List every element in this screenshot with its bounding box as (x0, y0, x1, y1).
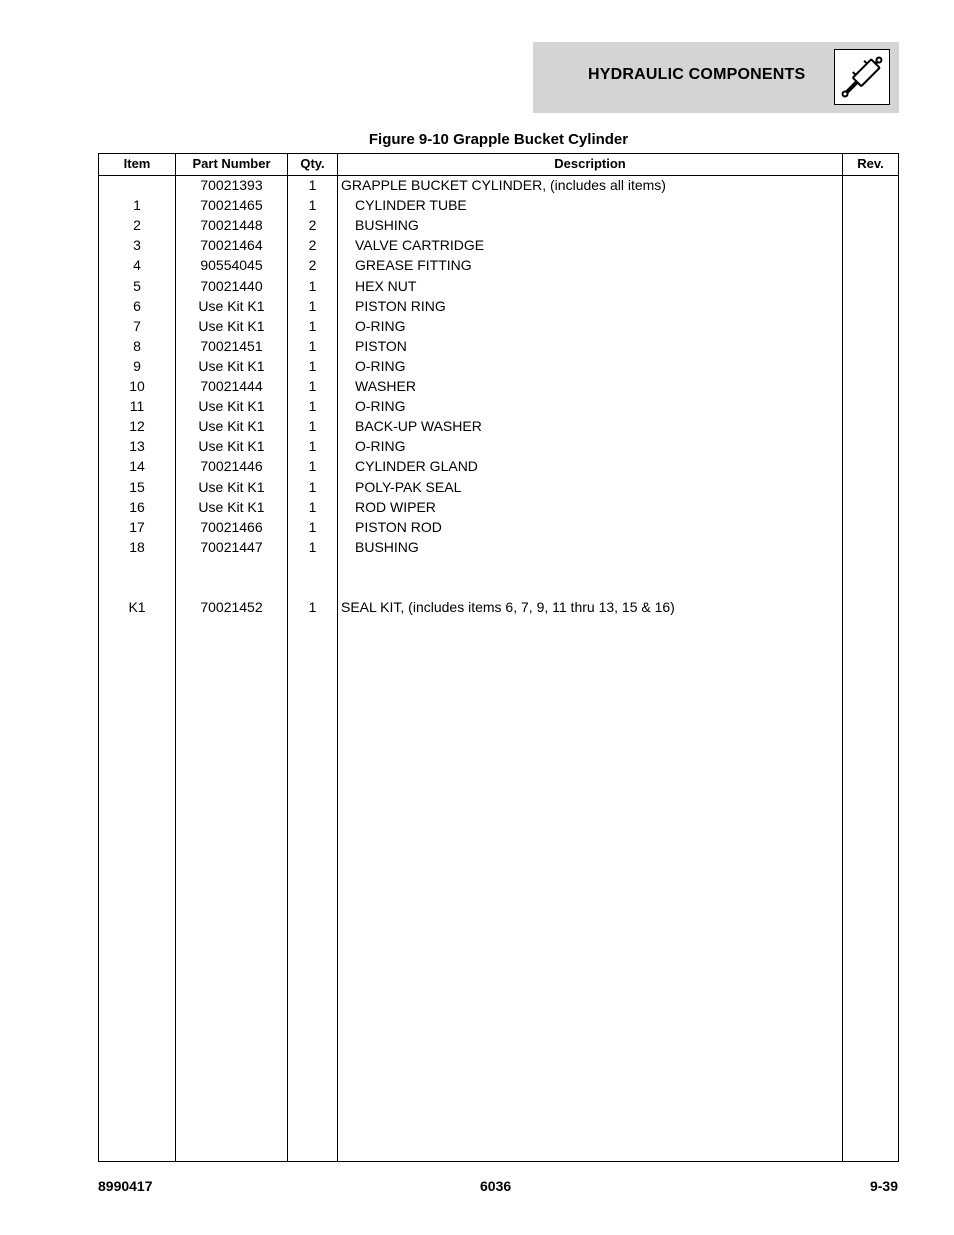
part-number-cell: 70021446 (200, 458, 263, 475)
qty-cell: 1 (308, 177, 317, 193)
table-row (99, 237, 898, 257)
qty-cell: 1 (308, 599, 317, 616)
item-cell: 3 (133, 237, 141, 254)
item-cell: 2 (133, 217, 141, 234)
item-cell: K1 (128, 599, 146, 616)
description-cell: O-RING (355, 438, 406, 455)
qty-cell: 1 (308, 538, 317, 555)
part-number-cell: Use Kit K1 (198, 357, 265, 374)
description-cell: VALVE CARTRIDGE (355, 237, 485, 254)
qty-cell: 2 (308, 257, 317, 274)
description-cell: PISTON (355, 337, 407, 354)
part-number-cell: 70021444 (200, 378, 263, 394)
qty-cell: 1 (308, 357, 317, 374)
item-cell: 15 (129, 478, 145, 495)
description-cell: HEX NUT (355, 277, 417, 294)
qty-cell: 1 (308, 337, 317, 354)
part-number-cell: 70021465 (200, 197, 263, 214)
description-cell: CYLINDER TUBE (355, 197, 467, 214)
table-row (99, 479, 898, 499)
column-header-rev: Rev. (857, 156, 884, 171)
table-row (99, 197, 898, 217)
description-cell: BUSHING (355, 217, 419, 234)
qty-cell: 1 (308, 197, 317, 214)
table-row (99, 217, 898, 237)
table-row (99, 438, 898, 458)
qty-cell: 1 (308, 297, 317, 314)
part-number-cell: Use Kit K1 (198, 398, 265, 415)
part-number-cell: 70021447 (200, 538, 263, 555)
item-cell: 5 (133, 277, 141, 294)
description-cell: ROD WIPER (355, 498, 436, 515)
table-row (99, 358, 898, 378)
hydraulic-cylinder-icon-graphic (835, 50, 889, 104)
description-cell: BACK-UP WASHER (355, 418, 482, 435)
item-cell: 9 (133, 357, 141, 374)
part-number-cell: Use Kit K1 (198, 317, 265, 334)
description-cell: WASHER (355, 378, 416, 394)
qty-cell: 1 (308, 378, 317, 394)
part-number-cell: Use Kit K1 (198, 418, 265, 435)
part-number-cell: 70021393 (200, 177, 263, 193)
qty-cell: 1 (308, 518, 317, 535)
qty-cell: 1 (308, 398, 317, 415)
table-row (99, 257, 898, 277)
qty-cell: 1 (308, 277, 317, 294)
item-cell: 18 (129, 538, 145, 555)
qty-cell: 1 (308, 498, 317, 515)
qty-cell: 2 (308, 237, 317, 254)
qty-cell: 1 (308, 478, 317, 495)
description-cell: SEAL KIT, (includes items 6, 7, 9, 11 thru 13, 15 & 16) (341, 599, 675, 616)
qty-cell: 1 (308, 458, 317, 475)
figure-title: Figure 9-10 Grapple Bucket Cylinder (368, 131, 629, 148)
item-cell: 16 (129, 498, 145, 515)
table-row (99, 579, 898, 599)
table-row (99, 559, 898, 579)
item-cell: 12 (129, 418, 145, 435)
column-header-description: Description (554, 156, 626, 171)
table-row (99, 539, 898, 559)
part-number-cell: 70021451 (200, 337, 263, 354)
table-row (99, 458, 898, 478)
table-row (99, 298, 898, 318)
part-number-cell: Use Kit K1 (198, 297, 265, 314)
footer-model-number: 6036 (480, 1178, 512, 1194)
table-row (99, 398, 898, 418)
part-number-cell: Use Kit K1 (198, 478, 265, 495)
part-number-cell: Use Kit K1 (198, 498, 265, 515)
part-number-cell: 70021452 (200, 599, 263, 616)
footer-page-number: 9-39 (869, 1178, 898, 1194)
description-cell: PISTON ROD (355, 518, 442, 535)
section-title: HYDRAULIC COMPONENTS (588, 66, 806, 83)
description-cell: CYLINDER GLAND (355, 458, 478, 475)
table-row (99, 378, 898, 398)
header-divider (99, 175, 898, 176)
description-cell: O-RING (355, 398, 406, 415)
item-cell: 11 (129, 398, 145, 415)
table-row (99, 338, 898, 358)
qty-cell: 1 (308, 418, 317, 435)
part-number-cell: 70021466 (200, 518, 263, 535)
qty-cell: 2 (308, 217, 317, 234)
parts-table (98, 153, 899, 1162)
item-cell: 13 (129, 438, 145, 455)
table-row (99, 599, 898, 619)
column-header-qty: Qty. (300, 156, 325, 171)
description-cell: GREASE FITTING (355, 257, 472, 274)
item-cell: 7 (133, 317, 141, 334)
table-row (99, 318, 898, 338)
section-tab (533, 42, 899, 113)
qty-cell: 1 (308, 438, 317, 455)
item-cell: 10 (129, 378, 145, 394)
item-cell: 1 (133, 197, 141, 214)
hydraulic-cylinder-icon (834, 49, 890, 105)
part-number-cell: 70021440 (200, 277, 263, 294)
item-cell: 17 (129, 518, 145, 535)
column-header-item: Item (123, 156, 151, 171)
part-number-cell: 70021464 (200, 237, 263, 254)
table-row (99, 278, 898, 298)
item-cell: 8 (133, 337, 141, 354)
description-cell: POLY-PAK SEAL (355, 478, 462, 495)
description-cell: PISTON RING (355, 297, 446, 314)
table-row (99, 418, 898, 438)
item-cell: 4 (133, 257, 141, 274)
part-number-cell: 70021448 (200, 217, 263, 234)
item-cell: 6 (133, 297, 141, 314)
part-number-cell: 90554045 (200, 257, 263, 274)
table-row (99, 519, 898, 539)
qty-cell: 1 (308, 317, 317, 334)
table-row (99, 499, 898, 519)
description-cell: GRAPPLE BUCKET CYLINDER, (includes all items) (341, 177, 666, 193)
description-cell: O-RING (355, 357, 406, 374)
footer-document-number: 8990417 (98, 1178, 153, 1194)
part-number-cell: Use Kit K1 (198, 438, 265, 455)
description-cell: O-RING (355, 317, 406, 334)
table-row (99, 177, 898, 197)
column-header-part-number: Part Number (192, 156, 271, 171)
description-cell: BUSHING (355, 538, 419, 555)
item-cell: 14 (129, 458, 145, 475)
